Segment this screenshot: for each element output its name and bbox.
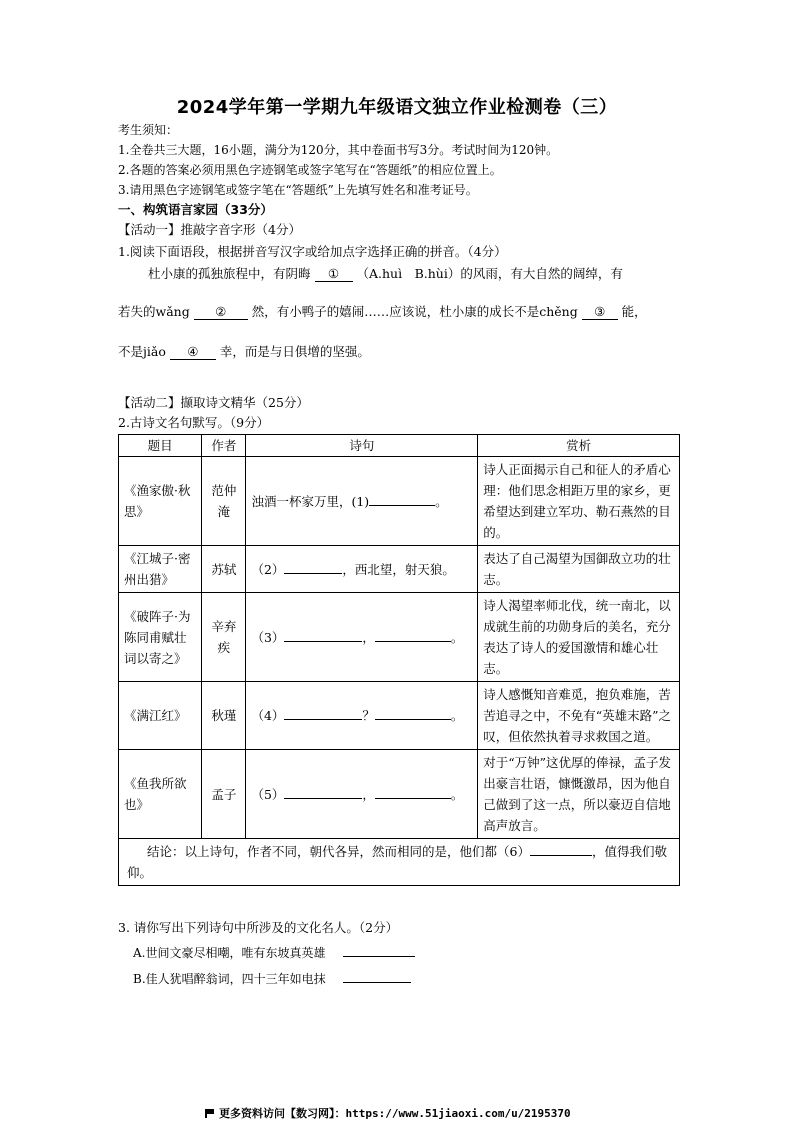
poem-note: 诗人正面揭示自己和征人的矛盾心理：他们思念相距万里的家乡，更希望达到建立军功、勒石燕然的目的。 [478,457,680,546]
header-note: 赏析 [478,435,680,457]
header-author: 作者 [202,435,246,457]
poem-author: 范仲淹 [202,457,246,546]
conclusion-cell: 结论：以上诗句，作者不同，朝代各异，然而相同的是，他们都（6） ，值得我们敬仰。 [119,839,680,886]
table-header-row [119,435,680,457]
poem-note: 诗人感慨知音难觅，抱负难施，苦苦追寻之中，不免有“英雄末路”之叹，但依然执着寻求救国之道。 [478,682,680,750]
poem-line: （2） ，西北望，射天狼。 [246,546,478,593]
answer-blank-1[interactable] [369,491,435,506]
poem-line: （3） ， 。 [246,593,478,682]
conclusion-row [119,839,680,886]
page-title: 2024学年第一学期九年级语文独立作业检测卷（三） [176,97,618,118]
activity1-label: 【活动一】推敲字音字形（4分） [118,222,301,237]
question-3-prompt: 3. 请你写出下列诗句中所涉及的文化名人。（2分） [118,920,399,935]
poem-title: 《破阵子·为陈同甫赋壮词以寄之》 [119,593,202,682]
answer-blank-3-b[interactable] [343,968,411,983]
section-heading: 一、构筑语言家园（33分） [118,202,273,217]
poem-note: 对于“万钟”这优厚的俸禄，孟子发出豪言壮语，慷慨激昂，因为他自己做到了这一点，所以豪迈自信地高声放言。 [478,750,680,839]
answer-blank-2[interactable] [284,559,342,574]
question-1-prompt: 1.阅读下面语段，根据拼音写汉字或给加点字选择正确的拼音。（4分） [118,244,507,259]
poem-line: 浊酒一杯家万里，(1) 。 [246,457,478,546]
notice-item-3: 3.请用黑色字迹钢笔或签字笔在“答题纸”上先填写姓名和准考证号。 [118,183,478,197]
blank-4[interactable]: ④ [170,345,216,360]
poem-title: 《江城子·密州出猎》 [119,546,202,593]
answer-blank-5b[interactable] [375,784,451,799]
poem-title: 《渔家傲·秋思》 [119,457,202,546]
answer-blank-4a[interactable] [284,705,362,720]
footer-link[interactable]: 更多资料访问【数习网】：https://www.51jiaoxi.com/u/2195370 [205,1105,571,1121]
notice-heading: 考生须知： [118,123,179,137]
answer-blank-3b[interactable] [375,627,451,642]
passage-line-1: 杜小康的孤独旅程中，有阴晦 ① （A.huì B.hùi）的风雨，有大自然的阔绰，有 [148,266,623,281]
poem-line: （4） ？ 。 [246,682,478,750]
answer-blank-5a[interactable] [284,784,362,799]
poem-author: 秋瑾 [202,682,246,750]
answer-blank-3a[interactable] [284,627,362,642]
question-2-prompt: 2.古诗文名句默写。（9分） [118,415,270,430]
passage-line-2: 若失的wǎng ② 然，有小鸭子的嬉闹……应该说，杜小康的成长不是chěng ③ 能， [118,304,647,319]
blank-1[interactable]: ① [315,267,353,282]
answer-blank-4b[interactable] [375,705,451,720]
poem-author: 辛弃疾 [202,593,246,682]
table-row [119,750,680,839]
poem-title: 《鱼我所欲也》 [119,750,202,839]
activity2-label: 【活动二】撷取诗文精华（25分） [118,395,309,410]
table-row [119,593,680,682]
table-row [119,546,680,593]
table-row [119,682,680,750]
answer-blank-3-a[interactable] [343,942,415,957]
poem-table [118,434,680,886]
poem-note: 诗人渴望率师北伐，统一南北，以成就生前的功勋身后的美名，充分表达了诗人的爱国激情和雄心壮志。 [478,593,680,682]
poem-author: 孟子 [202,750,246,839]
table-row [119,457,680,546]
notice-item-2: 2.各题的答案必须用黑色字迹钢笔或签字笔写在“答题纸”的相应位置上。 [118,163,502,177]
flag-icon [205,1109,215,1118]
notice-item-1: 1.全卷共三大题，16小题，满分为120分，其中卷面书写3分。考试时间为120钟。 [118,143,559,157]
header-line: 诗句 [246,435,478,457]
poem-title: 《满江红》 [119,682,202,750]
blank-2[interactable]: ② [194,305,248,320]
passage-line-3: 不是jiǎo ④ 幸，而是与日俱增的坚强。 [118,344,370,359]
poem-line: （5） ， 。 [246,750,478,839]
poem-note: 表达了自己渴望为国御敌立功的壮志。 [478,546,680,593]
blank-3[interactable]: ③ [582,305,618,320]
header-title: 题目 [119,435,202,457]
answer-blank-6[interactable] [530,841,592,856]
question-3-item-b: B.佳人犹唱醉翁词，四十三年如电抹 [133,968,411,988]
question-3-item-a: A.世间文豪尽相嘲，唯有东坡真英雄 [133,942,415,962]
poem-author: 苏轼 [202,546,246,593]
